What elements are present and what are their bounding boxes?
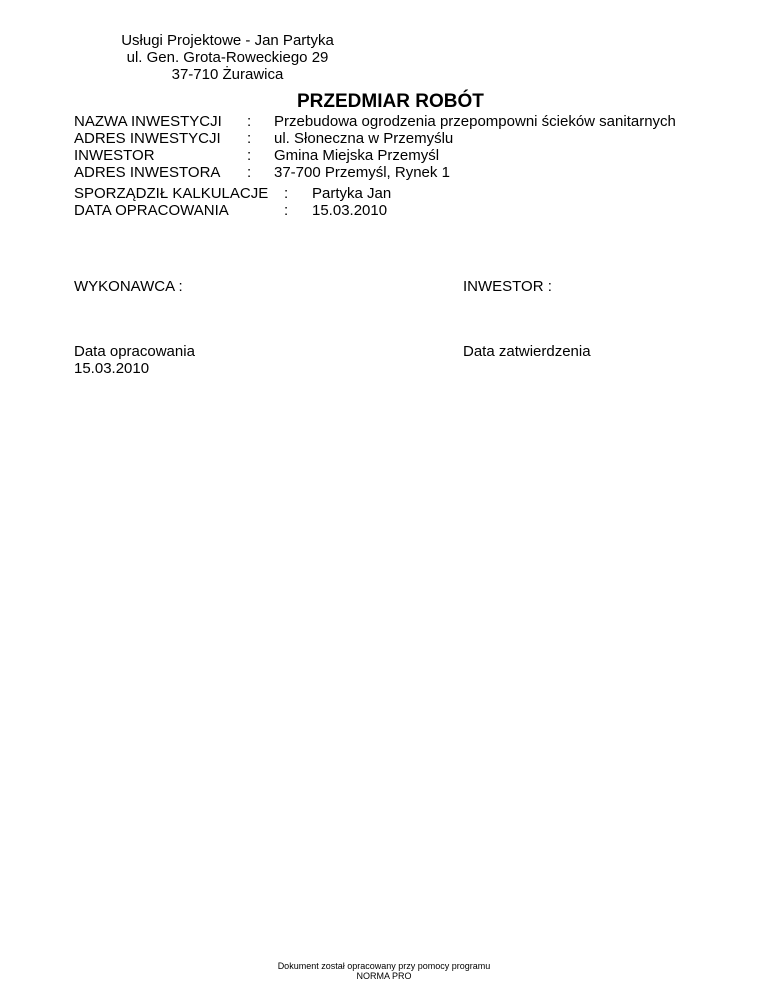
prep-row-prepared-by (74, 185, 391, 202)
preparation-date-value: 15.03.2010 (74, 360, 150, 377)
info-value: 37-700 Przemyśl, Rynek 1 (274, 164, 450, 181)
info-separator: : (247, 147, 252, 164)
investor-label: INWESTOR : (463, 278, 552, 295)
prep-value: Partyka Jan (312, 185, 392, 202)
info-label: INWESTOR (74, 147, 155, 164)
info-separator: : (247, 113, 252, 130)
info-row-investment-name (74, 113, 676, 130)
info-row-investor-address (74, 164, 676, 181)
prep-label: DATA OPRACOWANIA (74, 202, 229, 219)
company-city: 37-710 Żurawica (171, 66, 284, 83)
approval-date-label: Data zatwierdzenia (463, 343, 591, 360)
info-value: ul. Słoneczna w Przemyślu (274, 130, 454, 147)
footer-line-1: Dokument został opracowany przy pomocy programu (277, 961, 491, 971)
contractor-label: WYKONAWCA : (74, 278, 183, 295)
company-street: ul. Gen. Grota-Roweckiego 29 (126, 49, 329, 66)
preparation-date-block (74, 343, 195, 377)
info-separator: : (247, 130, 252, 147)
footer-line-2: NORMA PRO (356, 971, 412, 981)
info-label: NAZWA INWESTYCJI (74, 113, 222, 130)
info-separator: : (247, 164, 252, 181)
prep-row-prepared-date (74, 202, 391, 219)
footer-note (234, 961, 534, 981)
preparation-date-label: Data opracowania (74, 343, 195, 360)
prep-value: 15.03.2010 (312, 202, 388, 219)
prep-separator: : (284, 185, 289, 202)
info-value: Przebudowa ogrodzenia przepompowni ścieków sanitarnych (274, 113, 676, 130)
prep-label: SPORZĄDZIŁ KALKULACJE (74, 185, 269, 202)
investment-info-table (74, 113, 676, 181)
info-row-investor (74, 147, 676, 164)
prep-separator: : (284, 202, 289, 219)
document-title: PRZEDMIAR ROBÓT (297, 91, 484, 112)
info-label: ADRES INWESTORA (74, 164, 221, 181)
info-label: ADRES INWESTYCJI (74, 130, 221, 147)
company-name: Usługi Projektowe - Jan Partyka (121, 32, 334, 49)
company-header (80, 32, 375, 83)
preparation-info-table (74, 185, 391, 219)
info-row-investment-address (74, 130, 676, 147)
info-value: Gmina Miejska Przemyśl (274, 147, 440, 164)
